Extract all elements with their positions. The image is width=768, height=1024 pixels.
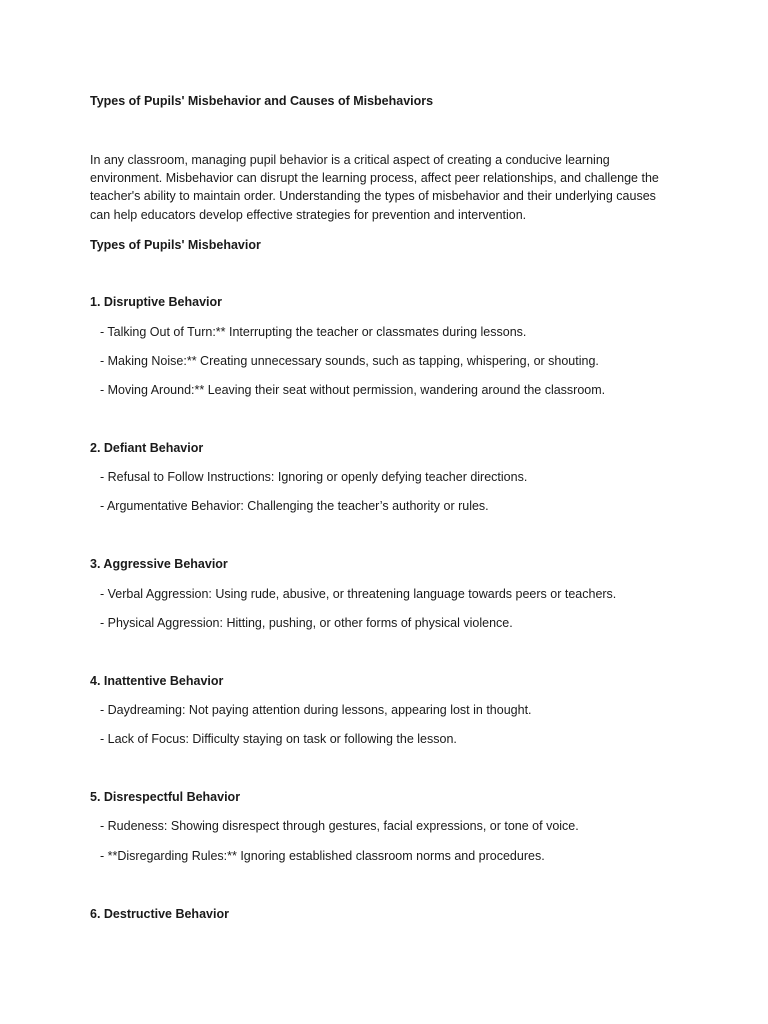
list-item: - Physical Aggression: Hitting, pushing, or other forms of physical violence.	[100, 616, 513, 630]
list-item: - Making Noise:** Creating unnecessary sounds, such as tapping, whispering, or shouting.	[100, 354, 599, 368]
list-item: - Lack of Focus: Difficulty staying on task or following the lesson.	[100, 732, 457, 746]
list-item: - Refusal to Follow Instructions: Ignoring or openly defying teacher directions.	[100, 470, 528, 484]
list-item: - Moving Around:** Leaving their seat without permission, wandering around the classroom.	[100, 383, 606, 397]
intro-line-4: can help educators develop effective strategies for prevention and intervention.	[90, 208, 527, 222]
list-item: - Daydreaming: Not paying attention during lessons, appearing lost in thought.	[100, 703, 532, 717]
list-item: - Rudeness: Showing disrespect through gestures, facial expressions, or tone of voice.	[100, 819, 579, 833]
category-heading-defiant: 2. Defiant Behavior	[90, 441, 204, 455]
intro-line-2: environment. Misbehavior can disrupt the learning process, affect peer relationships, and challenge the	[90, 171, 659, 185]
document-title: Types of Pupils' Misbehavior and Causes of Misbehaviors	[90, 94, 434, 108]
list-item: - Argumentative Behavior: Challenging the teacher’s authority or rules.	[100, 499, 489, 513]
intro-line-3: teacher's ability to maintain order. Understanding the types of misbehavior and their underlying causes	[90, 189, 656, 203]
list-item: - Talking Out of Turn:** Interrupting the teacher or classmates during lessons.	[100, 325, 527, 339]
intro-line-1: In any classroom, managing pupil behavior is a critical aspect of creating a conducive learning	[90, 153, 610, 167]
section-heading: Types of Pupils' Misbehavior	[90, 238, 261, 252]
category-heading-disrespectful: 5. Disrespectful Behavior	[90, 790, 241, 804]
list-item: - **Disregarding Rules:** Ignoring established classroom norms and procedures.	[100, 849, 545, 863]
category-heading-inattentive: 4. Inattentive Behavior	[90, 674, 224, 688]
category-heading-aggressive: 3. Aggressive Behavior	[90, 557, 228, 571]
category-heading-destructive: 6. Destructive Behavior	[90, 907, 229, 921]
list-item: - Verbal Aggression: Using rude, abusive, or threatening language towards peers or teachers.	[100, 587, 617, 601]
category-heading-disruptive: 1. Disruptive Behavior	[90, 295, 222, 309]
